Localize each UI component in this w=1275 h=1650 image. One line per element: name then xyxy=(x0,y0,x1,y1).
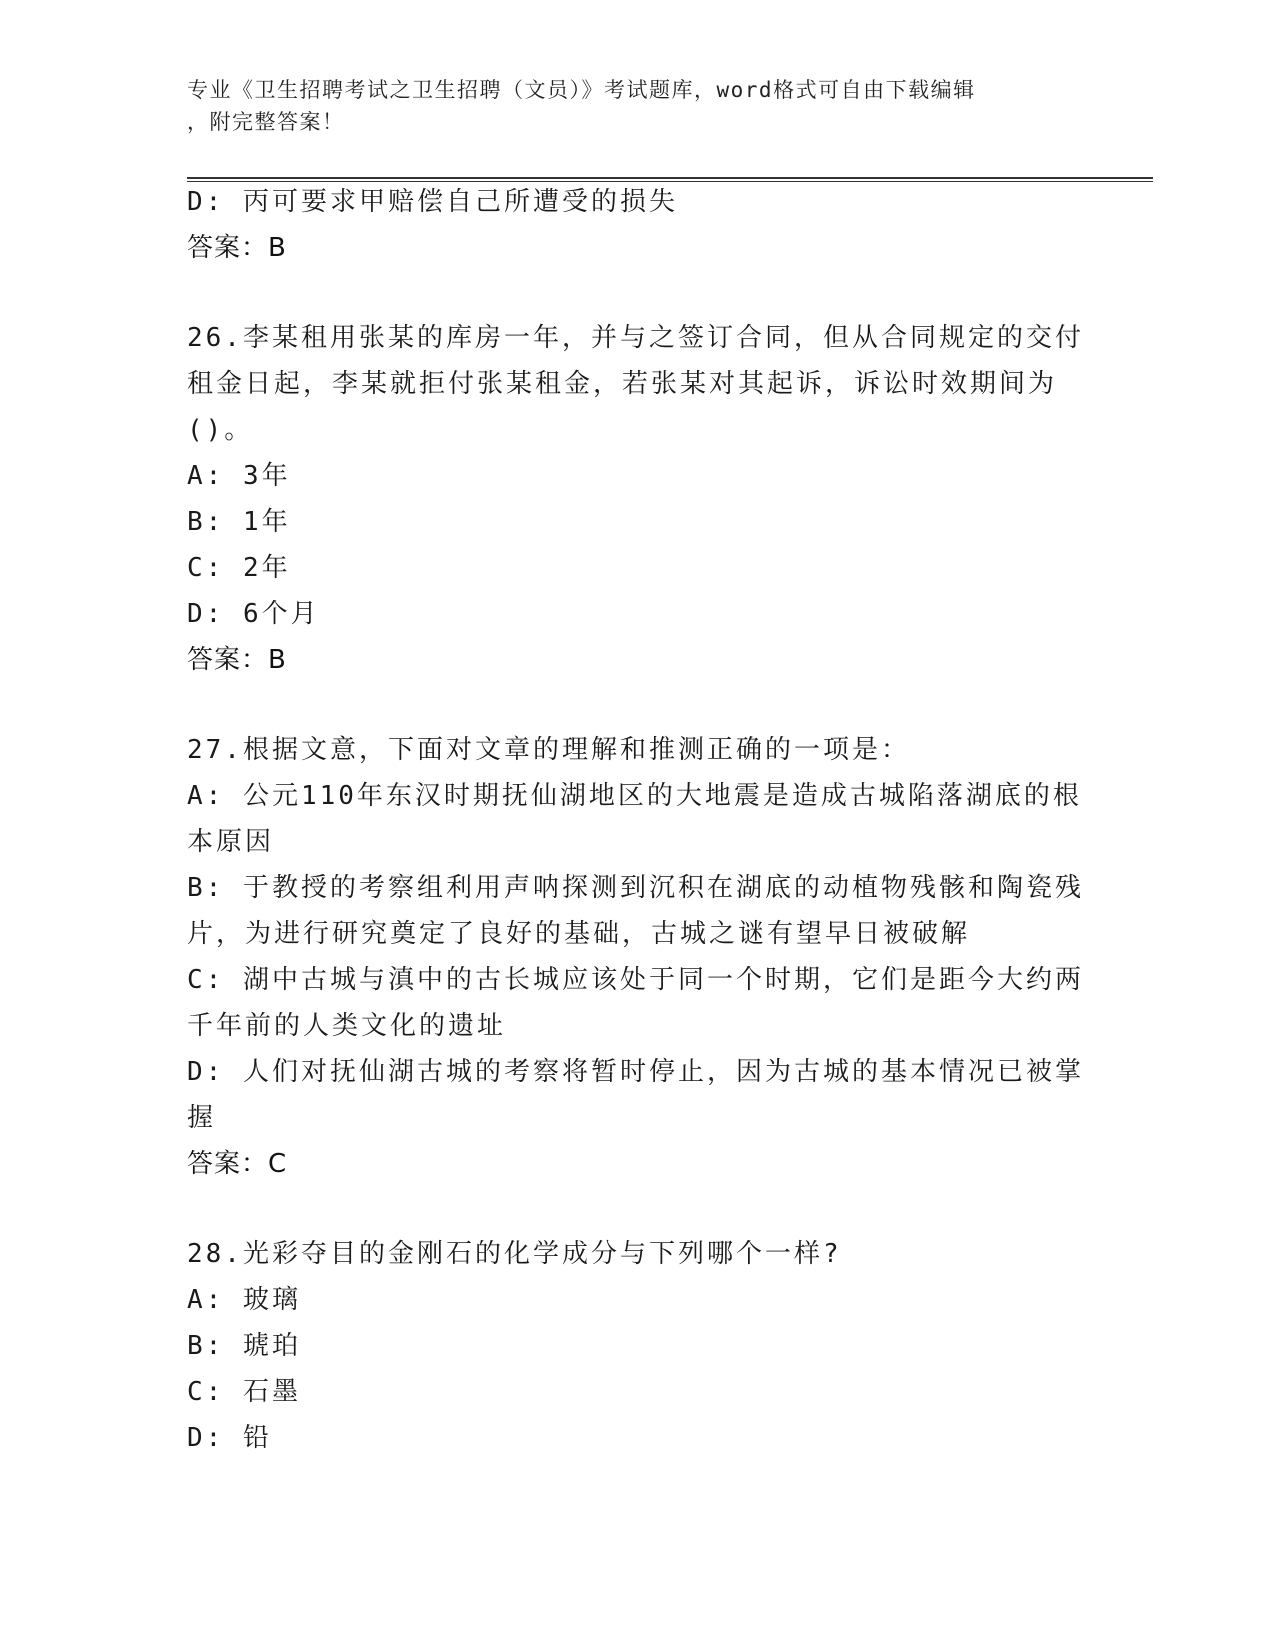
prev-answer: 答案：B xyxy=(187,233,287,263)
question-26-option-a: A: 3年 xyxy=(187,461,291,491)
question-26-option-c: C: 2年 xyxy=(187,553,291,583)
question-27-option-d-line-2: 握 xyxy=(187,1103,217,1133)
question-28-option-d: D: 铅 xyxy=(187,1423,272,1453)
spacer xyxy=(187,683,1067,727)
question-27 xyxy=(187,727,1084,1187)
question-27-option-c-line-1: C: 湖中古城与滇中的古长城应该处于同一个时期，它们是距今大约两 xyxy=(187,965,1084,995)
question-27-option-b-line-2: 片，为进行研究奠定了良好的基础，古城之谜有望早日被破解 xyxy=(187,919,971,949)
question-28-stem: 28.光彩夺目的金刚石的化学成分与下列哪个一样? xyxy=(187,1239,842,1269)
header-line-2: ，附完整答案！ xyxy=(187,110,345,134)
question-26 xyxy=(187,315,1084,683)
question-27-option-d-line-1: D: 人们对抚仙湖古城的考察将暂时停止，因为古城的基本情况已被掌 xyxy=(187,1057,1084,1087)
document-header xyxy=(187,74,1067,138)
question-28-option-c: C: 石墨 xyxy=(187,1377,301,1407)
question-27-option-a-line-2: 本原因 xyxy=(187,827,275,857)
prev-option-d: D: 丙可要求甲赔偿自己所遭受的损失 xyxy=(187,187,678,217)
question-28-option-b: B: 琥珀 xyxy=(187,1331,301,1361)
question-content xyxy=(187,179,1084,1461)
question-27-option-a-line-1: A: 公元110年东汉时期抚仙湖地区的大地震是造成古城陷落湖底的根 xyxy=(187,781,1082,811)
question-26-stem-line-3: ()。 xyxy=(187,415,254,445)
question-26-option-b: B: 1年 xyxy=(187,507,291,537)
question-27-option-b-line-1: B: 于教授的考察组利用声呐探测到沉积在湖底的动植物残骸和陶瓷残 xyxy=(187,873,1084,903)
question-26-option-d: D: 6个月 xyxy=(187,599,320,629)
spacer xyxy=(187,271,1067,315)
question-28 xyxy=(187,1231,1067,1461)
question-26-stem-line-1: 26.李某租用张某的库房一年，并与之签订合同，但从合同规定的交付 xyxy=(187,323,1084,353)
question-28-option-a: A: 玻璃 xyxy=(187,1285,301,1315)
question-27-stem: 27.根据文意，下面对文章的理解和推测正确的一项是： xyxy=(187,735,910,765)
question-27-option-c-line-2: 千年前的人类文化的遗址 xyxy=(187,1011,507,1041)
question-26-stem-line-2: 租金日起，李某就拒付张某租金，若张某对其起诉，诉讼时效期间为 xyxy=(187,369,1058,399)
question-26-answer: 答案：B xyxy=(187,645,287,675)
question-27-answer: 答案：C xyxy=(187,1149,288,1179)
spacer xyxy=(187,1187,1067,1231)
header-line-1: 专业《卫生招聘考试之卫生招聘（文员）》考试题库，word格式可自由下载编辑 xyxy=(187,78,976,102)
